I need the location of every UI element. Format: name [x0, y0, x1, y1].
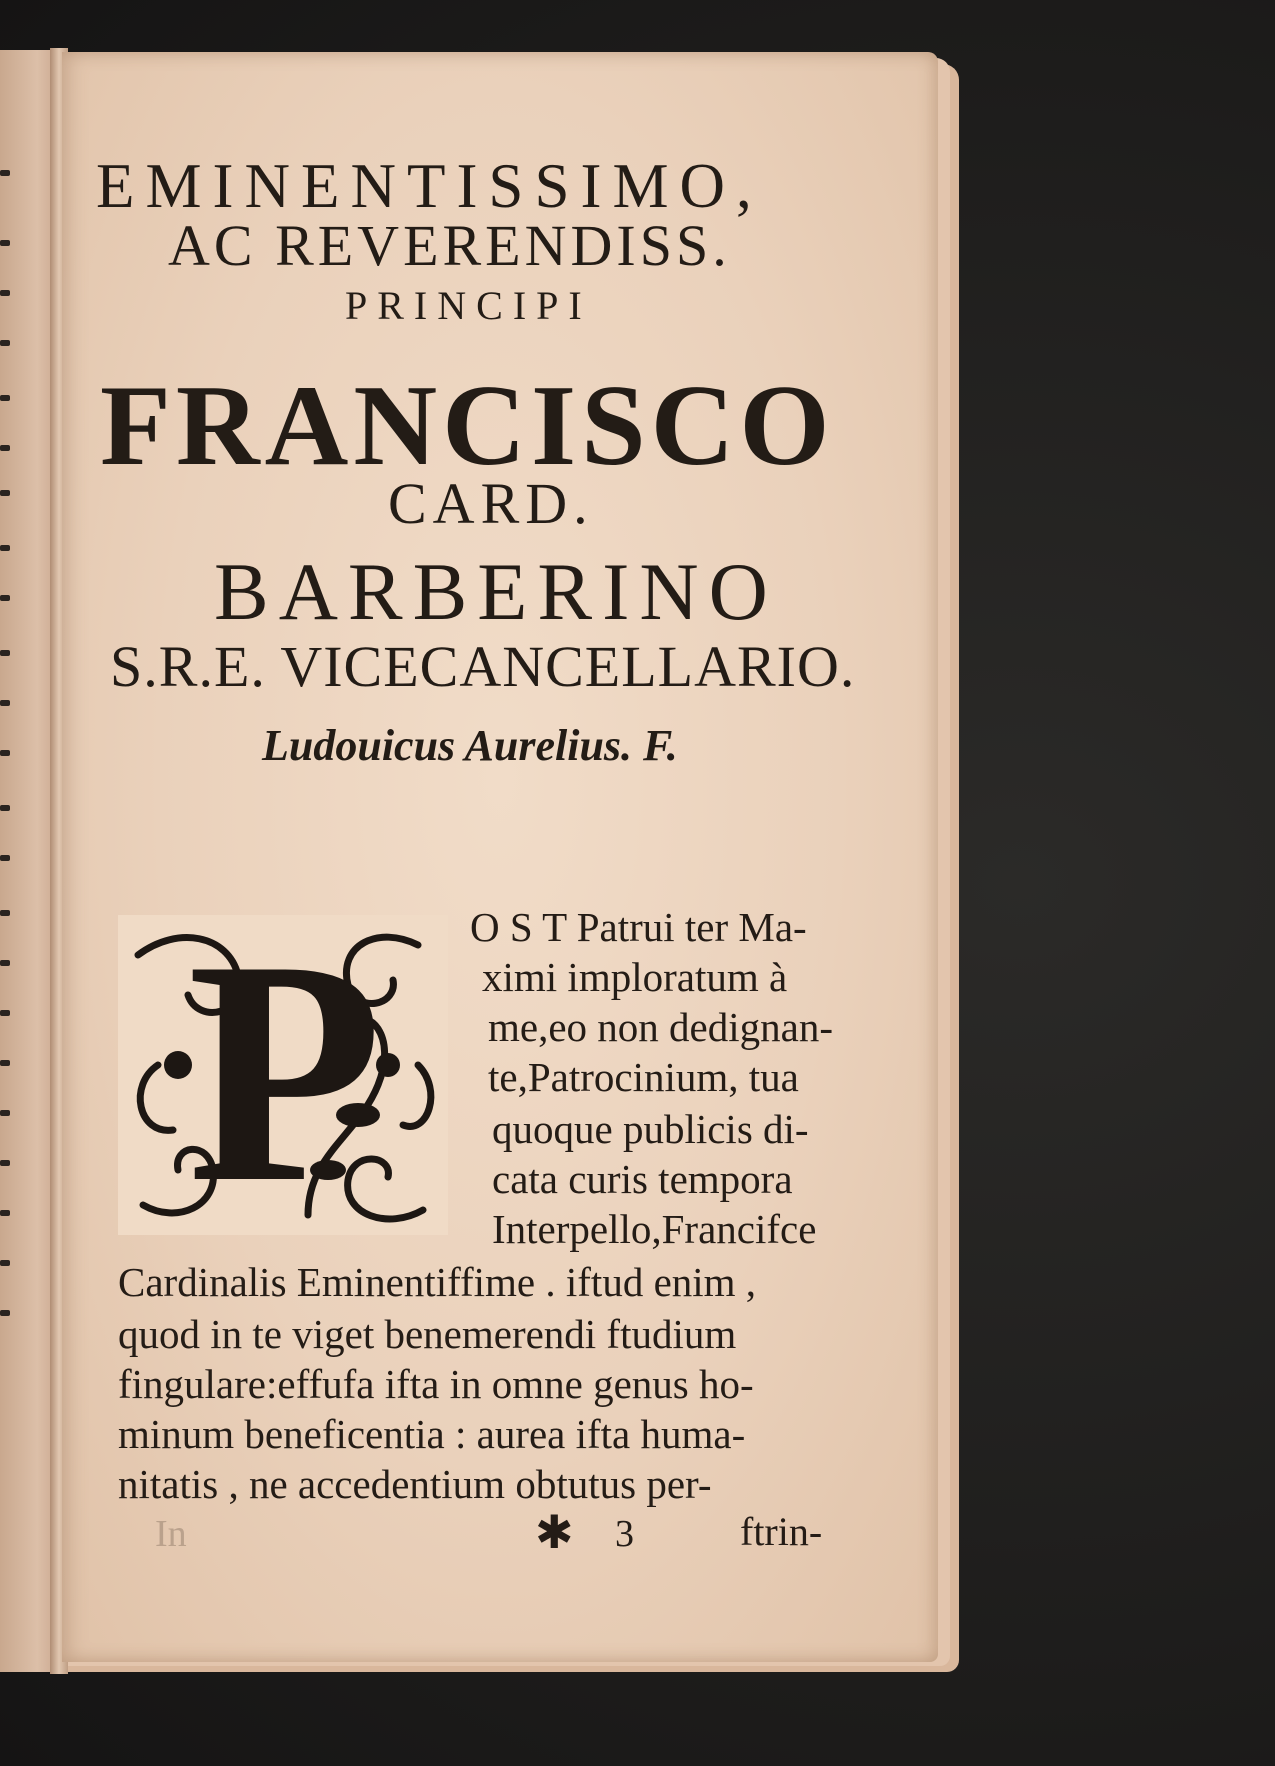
- author-line: Ludouicus Aurelius. F.: [262, 721, 678, 770]
- body-line-7: Interpello,Francifce: [492, 1206, 817, 1252]
- heading-line-2: AC REVERENDISS.: [168, 213, 731, 278]
- heading-line-3: PRINCIPI: [345, 283, 592, 328]
- signature-mark-icon: ✱: [535, 1507, 574, 1558]
- body-line-9: quod in te viget benemerendi ftudium: [118, 1311, 737, 1357]
- signature-number: 3: [615, 1513, 634, 1555]
- body-line-5: quoque publicis di-: [492, 1106, 809, 1152]
- catchword: ftrin-: [740, 1509, 823, 1554]
- heading-office: S.R.E. VICECANCELLARIO.: [110, 634, 856, 699]
- body-line-12: nitatis , ne accedentium obtutus per-: [118, 1461, 712, 1507]
- drop-cap-letter: P: [187, 895, 383, 1249]
- bleed-through-text: In: [155, 1513, 187, 1555]
- body-line-6: cata curis tempora: [492, 1156, 793, 1202]
- body-line-11: minum beneficentia : aurea ifta huma-: [118, 1411, 746, 1457]
- heading-surname: BARBERINO: [214, 546, 778, 637]
- heading-line-1: EMINENTISSIMO,: [96, 151, 763, 221]
- heading-name: FRANCISCO: [100, 362, 835, 490]
- body-line-8: Cardinalis Eminentiffime . iftud enim ,: [118, 1259, 757, 1305]
- body-line-3: me,eo non dedignan-: [488, 1004, 833, 1050]
- body-line-1: O S T Patrui ter Ma-: [470, 904, 807, 950]
- body-line-4: te,Patrocinium, tua: [488, 1054, 799, 1100]
- body-line-10: fingulare:effufa ifta in omne genus ho-: [118, 1361, 754, 1407]
- heading-title: CARD.: [388, 471, 594, 536]
- body-line-2: ximi imploratum à: [482, 954, 788, 1000]
